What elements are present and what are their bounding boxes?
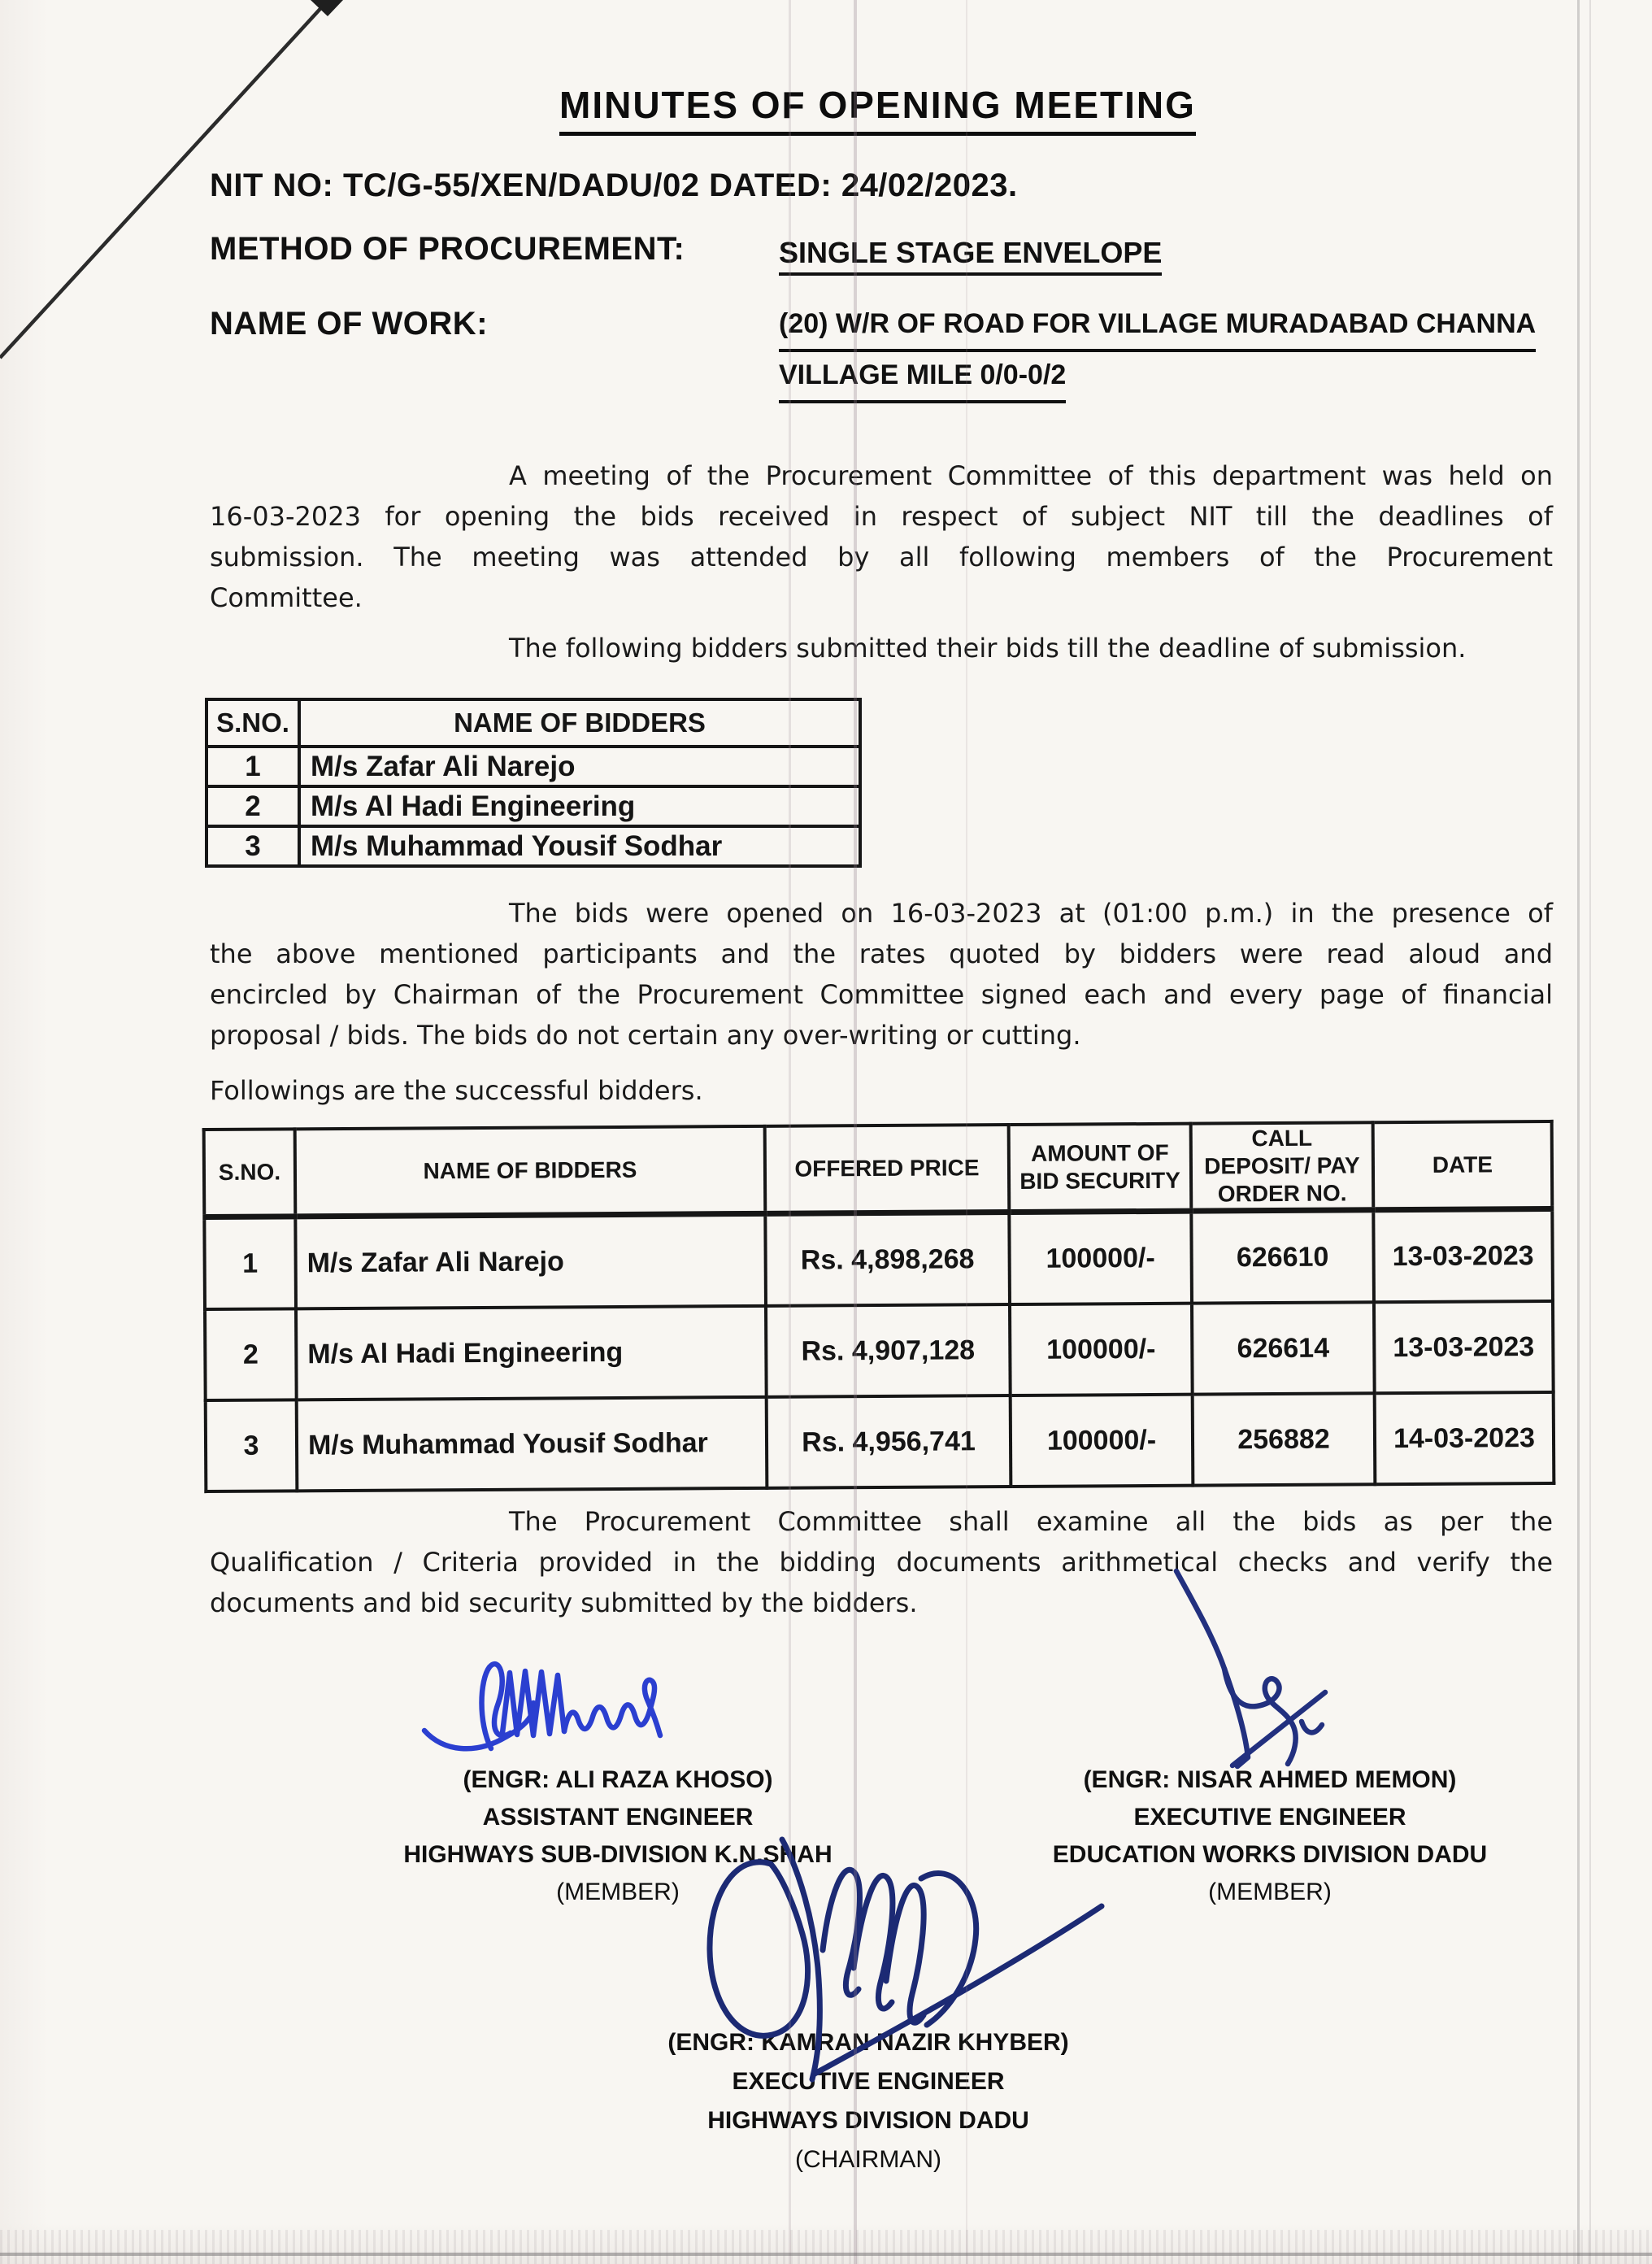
scan-crease-line <box>1589 0 1591 2264</box>
cell-bidder-name: M/s Al Hadi Engineering <box>299 786 860 826</box>
successful-bidders-table <box>202 1120 1556 1493</box>
page-title: MINUTES OF OPENING MEETING <box>559 83 1196 136</box>
signatory-title: EXECUTIVE ENGINEER <box>732 2068 1005 2095</box>
signatory-block-member-left <box>333 1761 902 1911</box>
table-row <box>204 1208 1553 1309</box>
paragraph-line: proposal / bids. The bids do not certain any over-writing or cutting. <box>210 1020 1081 1051</box>
cell-bidder-name: M/s Zafar Ali Narejo <box>299 747 860 786</box>
signature-ali-raza-khoso <box>424 1664 660 1748</box>
signatory-title: EXECUTIVE ENGINEER <box>1133 1804 1406 1831</box>
signatory-block-member-right <box>985 1761 1554 1911</box>
paragraph-line: The Procurement Committee shall examine all the bids as per the <box>509 1506 1553 1537</box>
paragraph-line: encircled by Chairman of the Procurement Committee signed each and every page of financial <box>210 979 1553 1010</box>
cell-offered-price: Rs. 4,898,268 <box>765 1213 1010 1306</box>
paragraph-line: Qualification / Criteria provided in the bidding documents arithmetical checks and verify the <box>210 1547 1553 1578</box>
signatory-role: (CHAIRMAN) <box>795 2146 941 2173</box>
cell-bidder-name: M/s Al Hadi Engineering <box>296 1306 767 1400</box>
signatory-block-chairman <box>584 2023 1153 2179</box>
header-sno: S.NO. <box>204 1129 296 1217</box>
header-name-of-bidders: NAME OF BIDDERS <box>295 1126 766 1217</box>
name-of-work-value <box>779 301 1536 403</box>
table-header-row <box>206 699 860 747</box>
scan-bottom-smudge <box>0 2230 1652 2264</box>
header-name-of-bidders: NAME OF BIDDERS <box>299 699 860 747</box>
paragraph-line: 16-03-2023 for opening the bids received in respect of subject NIT till the deadlines of <box>210 501 1553 532</box>
paragraph-line: submission. The meeting was attended by all following members of the Procurement <box>210 542 1553 573</box>
cell-sno: 2 <box>206 786 299 826</box>
cell-sno: 3 <box>206 1400 298 1491</box>
scan-crease-line <box>1577 0 1580 2264</box>
cell-date: 13-03-2023 <box>1374 1301 1554 1393</box>
work-value-line1: (20) W/R OF ROAD FOR VILLAGE MURADABAD CHANNA <box>779 301 1536 352</box>
bidders-table <box>205 698 862 868</box>
cell-sno: 1 <box>204 1217 296 1309</box>
table-header-row <box>204 1121 1553 1217</box>
cell-sno: 1 <box>206 747 299 786</box>
work-value-line2: VILLAGE MILE 0/0-0/2 <box>779 352 1066 403</box>
paragraph-committee-examine <box>210 1501 1553 1623</box>
cell-call-deposit: 256882 <box>1193 1393 1376 1485</box>
table-row <box>206 826 860 866</box>
header-bid-security: AMOUNT OF BID SECURITY <box>1009 1124 1192 1213</box>
cell-date: 13-03-2023 <box>1373 1208 1553 1302</box>
cell-sno: 2 <box>205 1308 297 1400</box>
method-of-procurement-label: METHOD OF PROCUREMENT: <box>210 231 685 267</box>
nit-number-line: NIT NO: TC/G-55/XEN/DADU/02 DATED: 24/02/2023. <box>210 168 1018 203</box>
cell-offered-price: Rs. 4,907,128 <box>766 1304 1011 1397</box>
signatory-name: (ENGR: NISAR AHMED MEMON) <box>1083 1766 1457 1793</box>
signatory-org: HIGHWAYS SUB-DIVISION K.N.SHAH <box>403 1841 833 1868</box>
paragraph-line: documents and bid security submitted by the bidders. <box>210 1587 918 1618</box>
cell-bid-security: 100000/- <box>1011 1395 1193 1487</box>
cell-call-deposit: 626614 <box>1192 1302 1375 1394</box>
name-of-work-label: NAME OF WORK: <box>210 306 489 342</box>
cell-date: 14-03-2023 <box>1375 1392 1554 1484</box>
table-row <box>205 1301 1554 1400</box>
paragraph-meeting-held <box>210 455 1553 618</box>
paragraph-bidders-submitted: The following bidders submitted their bids till the deadline of submission. <box>509 633 1467 664</box>
signatory-name: (ENGR: ALI RAZA KHOSO) <box>463 1766 773 1793</box>
paragraph-line: Committee. <box>210 582 363 613</box>
cell-bidder-name: M/s Muhammad Yousif Sodhar <box>297 1397 767 1491</box>
cell-bid-security: 100000/- <box>1010 1304 1193 1395</box>
signatory-name: (ENGR: KAMRAN NAZIR KHYBER) <box>667 2029 1069 2056</box>
paragraph-line: the above mentioned participants and the rates quoted by bidders were read aloud and <box>210 938 1553 969</box>
header-sno: S.NO. <box>206 699 299 747</box>
cell-bidder-name: M/s Muhammad Yousif Sodhar <box>299 826 860 866</box>
table-row <box>206 786 860 826</box>
paragraph-line: A meeting of the Procurement Committee of this department was held on <box>509 460 1553 491</box>
signatory-org: EDUCATION WORKS DIVISION DADU <box>1052 1841 1488 1868</box>
method-value-text: SINGLE STAGE ENVELOPE <box>779 236 1162 276</box>
cell-bidder-name: M/s Zafar Ali Narejo <box>295 1213 766 1308</box>
header-date: DATE <box>1373 1121 1553 1210</box>
signatory-title: ASSISTANT ENGINEER <box>482 1804 754 1831</box>
method-of-procurement-value <box>779 236 1162 276</box>
cell-sno: 3 <box>206 826 299 866</box>
signatory-org: HIGHWAYS DIVISION DADU <box>707 2107 1029 2134</box>
paragraph-line: The bids were opened on 16-03-2023 at (01:00 p.m.) in the presence of <box>509 898 1553 929</box>
header-offered-price: OFFERED PRICE <box>765 1125 1010 1213</box>
paragraph-bids-opened <box>210 893 1553 1056</box>
cell-call-deposit: 626610 <box>1191 1210 1374 1304</box>
paragraph-successful-bidders: Followings are the successful bidders. <box>210 1075 703 1106</box>
signatory-role: (MEMBER) <box>1208 1879 1332 1905</box>
cell-bid-security: 100000/- <box>1009 1211 1192 1304</box>
signatory-role: (MEMBER) <box>556 1879 680 1905</box>
cell-offered-price: Rs. 4,956,741 <box>767 1395 1011 1488</box>
header-call-deposit: CALL DEPOSIT/ PAY ORDER NO. <box>1191 1122 1374 1211</box>
table-row <box>206 747 860 786</box>
table-row <box>206 1392 1554 1491</box>
